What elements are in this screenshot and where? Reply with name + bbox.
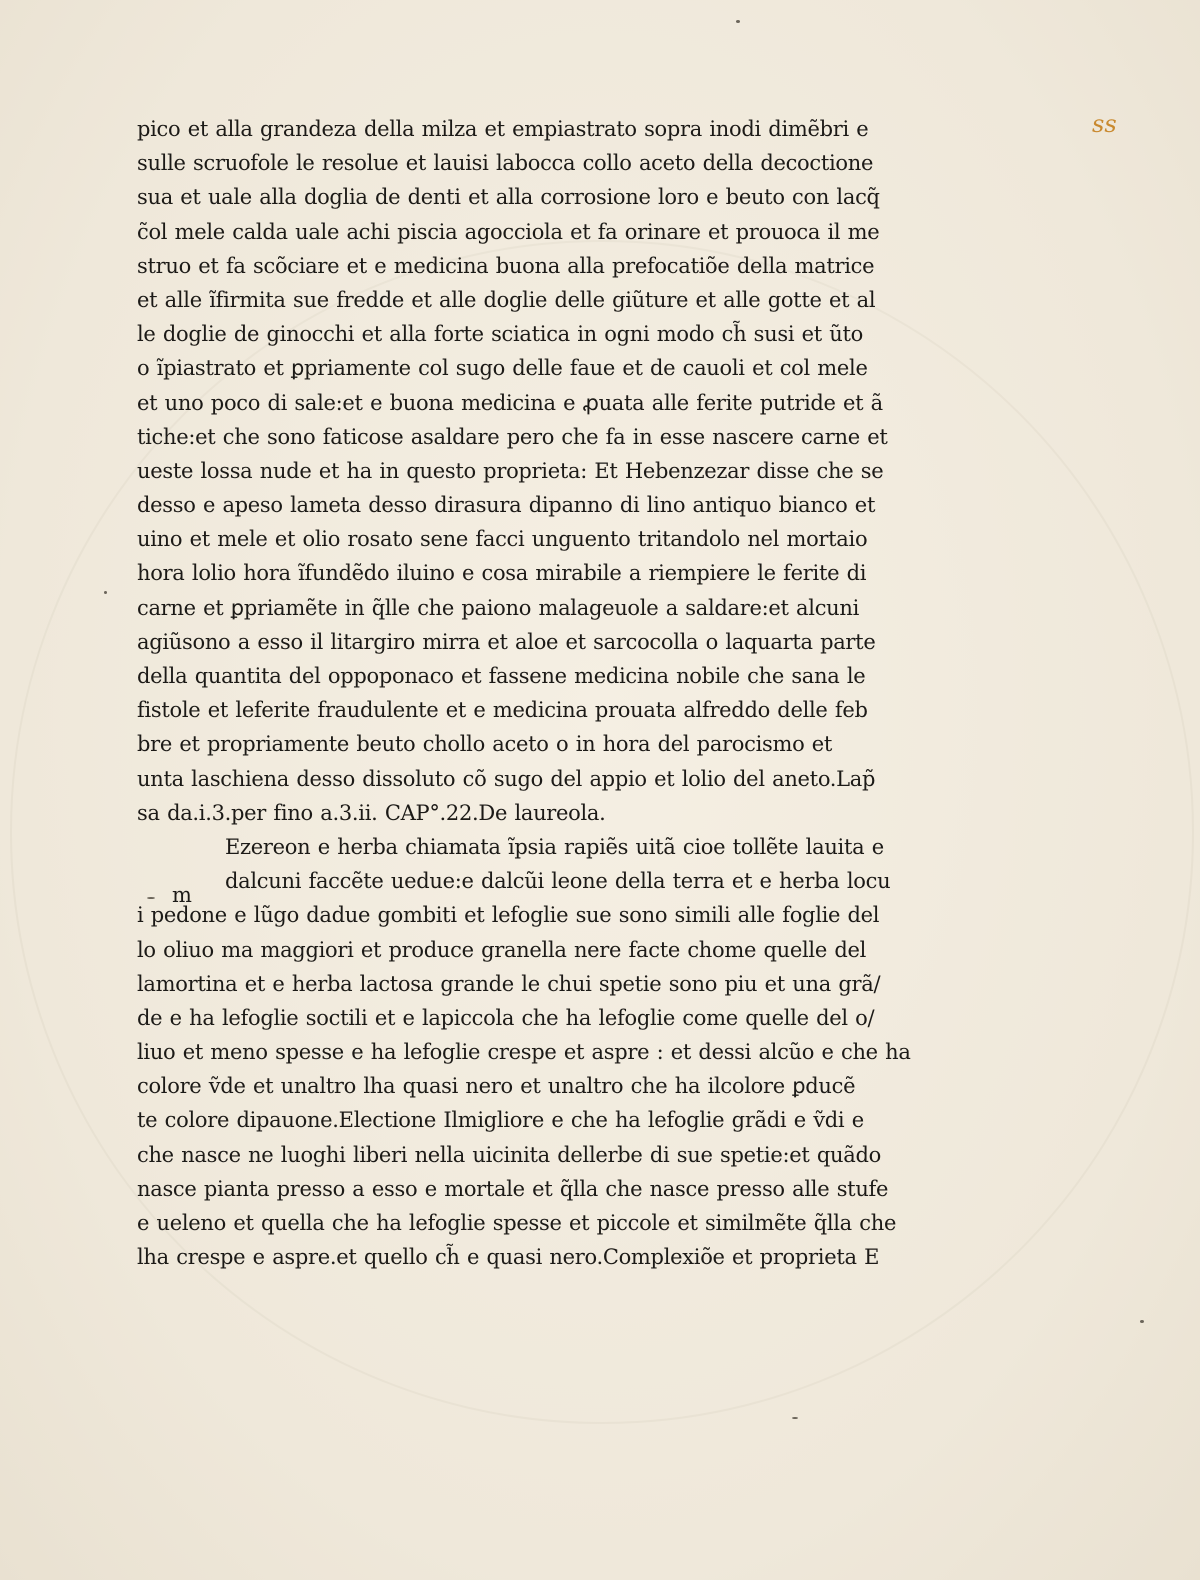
text-line: agiũsono a esso il litargiro mirra et aloe et sarcocolla o laquarta parte bbox=[137, 629, 876, 654]
paper-speck bbox=[736, 20, 740, 23]
text-line: c̃ol mele calda uale achi piscia agocciola et fa orinare et prouoca il me bbox=[137, 219, 880, 244]
text-line: lamortina et e herba lactosa grande le chui spetie sono piu et una grã/ bbox=[137, 971, 881, 996]
text-line: hora lolio hora ĩfundẽdo iluino e cosa mirabile a riempiere le ferite di bbox=[137, 561, 867, 586]
text-line: liuo et meno spesse e ha lefoglie crespe et aspre : et dessi alcũo e che ha bbox=[137, 1040, 911, 1065]
text-line: nasce pianta presso a esso e mortale et q̃lla che nasce presso alle stufe bbox=[137, 1176, 889, 1201]
text-line: de e ha lefoglie soctili et e lapiccola che ha lefoglie come quelle del o/ bbox=[137, 1005, 875, 1030]
folio-signature: ss bbox=[1092, 110, 1117, 138]
text-line: desso e apeso lameta desso dirasura dipanno di lino antiquo bianco et bbox=[137, 493, 876, 518]
text-line: struo et fa scõciare et e medicina buona alla prefocatiõe della matrice bbox=[137, 253, 875, 278]
paper-speck bbox=[1140, 1320, 1144, 1323]
text-line: sua et uale alla doglia de denti et alla corrosione loro e beuto con lacq̃ bbox=[137, 185, 880, 210]
text-line: tiche:et che sono faticose asaldare pero che fa in esse nascere carne et bbox=[137, 424, 888, 449]
paper-speck bbox=[104, 591, 107, 594]
text-line: le doglie de ginocchi et alla forte sciatica in ogni modo ch̃ susi et ũto bbox=[137, 322, 863, 347]
text-line: te colore dipauone.Electione Ilmigliore e che ha lefoglie grãdi e ṽdi e bbox=[137, 1108, 864, 1133]
text-line: et uno poco di sale:et e buona medicina e ꝓuata alle ferite putride et ã bbox=[137, 390, 883, 415]
text-line: ueste lossa nude et ha in questo proprieta: Et Hebenzezar disse che se bbox=[137, 458, 884, 483]
paper-speck bbox=[792, 1417, 798, 1419]
text-line: o ĩpiastrato et ꝑpriamente col sugo delle faue et de cauoli et col mele bbox=[137, 356, 868, 381]
text-line: dalcuni faccẽte uedue:e dalcũi leone della terra et e herba locu bbox=[225, 869, 891, 894]
text-line: et alle ĩfirmita sue fredde et alle doglie delle giũture et alle gotte et al bbox=[137, 287, 876, 312]
text-line: e ueleno et quella che ha lefoglie spesse et piccole et similmẽte q̃lla che bbox=[137, 1211, 897, 1235]
text-line: unta laschiena desso dissoluto cõ sugo del appio et lolio del aneto.Lap̃ bbox=[137, 766, 876, 791]
text-line: che nasce ne luoghi liberi nella uicinita dellerbe di sue spetie:et quãdo bbox=[137, 1142, 881, 1167]
text-line: bre et propriamente beuto chollo aceto o in hora del parocismo et bbox=[137, 732, 833, 757]
text-line: sa da.i.3.per fino a.3.ii. CAP°.22.De laureola. bbox=[137, 800, 606, 825]
text-line: sulle scruofole le resolue et lauisi labocca collo aceto della decoctione bbox=[137, 151, 874, 176]
text-line: uino et mele et olio rosato sene facci unguento tritandolo nel mortaio bbox=[137, 527, 868, 552]
text-line: i pedone e lũgo dadue gombiti et lefoglie sue sono simili alle foglie del bbox=[137, 903, 880, 928]
text-line: pico et alla grandeza della milza et empiastrato sopra inodi dimẽbri e bbox=[137, 117, 869, 141]
text-line: Ezereon e herba chiamata ĩpsia rapiẽs uitã cioe tollẽte lauita e bbox=[225, 834, 884, 859]
text-line: colore ṽde et unaltro lha quasi nero et unaltro che ha ilcolore ꝑducẽ bbox=[137, 1074, 856, 1099]
text-line: carne et ꝑpriamẽte in q̃lle che paiono malageuole a saldare:et alcuni bbox=[137, 595, 860, 620]
text-line: lha crespe e aspre.et quello ch̃ e quasi nero.Complexiõe et proprieta E bbox=[137, 1245, 880, 1270]
paper-speck bbox=[147, 897, 155, 899]
text-line: della quantita del oppoponaco et fassene medicina nobile che sana le bbox=[137, 664, 866, 688]
body-text bbox=[137, 112, 977, 1274]
text-line: fistole et leferite fraudulente et e medicina prouata alfreddo delle feb bbox=[137, 698, 868, 723]
text-line: lo oliuo ma maggiori et produce granella nere facte chome quelle del bbox=[137, 937, 867, 962]
drop-letter-guide: m bbox=[172, 883, 192, 907]
